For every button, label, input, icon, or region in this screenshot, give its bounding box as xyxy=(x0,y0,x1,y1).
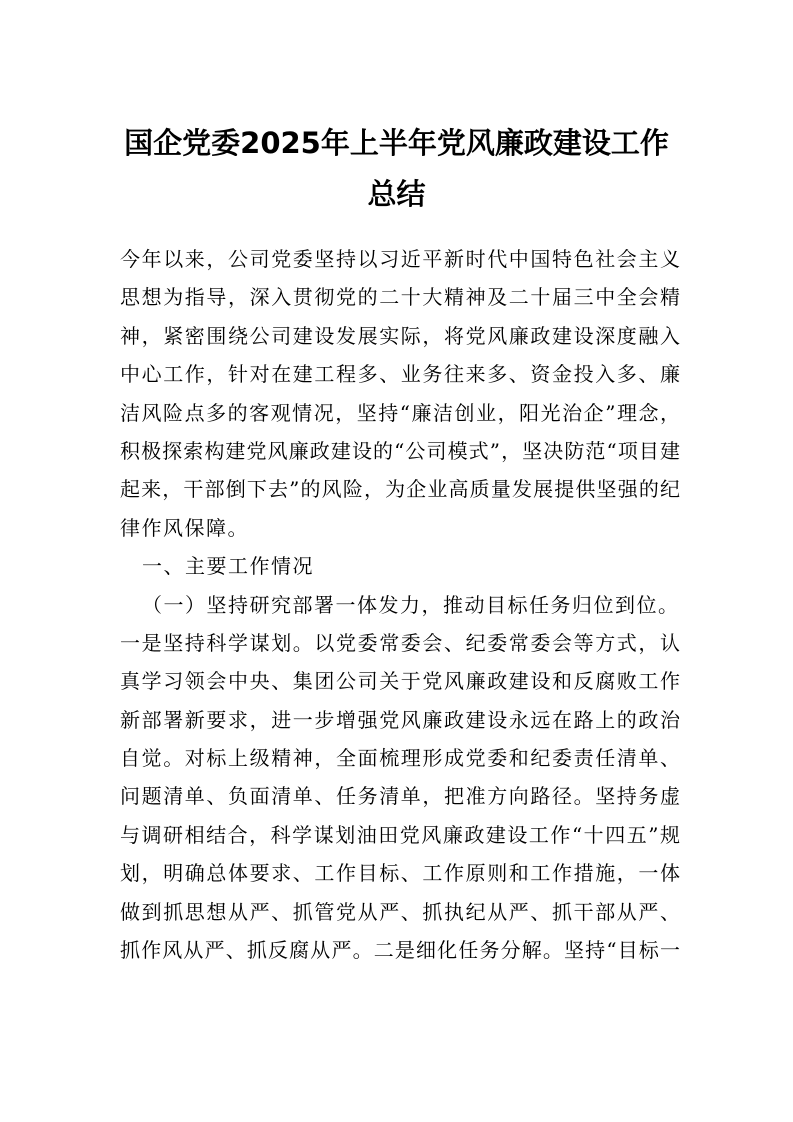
body-line: 新部署新要求，进一步增强党风廉政建设永远在路上的政治 xyxy=(120,707,680,732)
body-line: 起来，干部倒下去”的风险，为企业高质量发展提供坚强的纪 xyxy=(120,477,680,502)
body-line: 神，紧密围绕公司建设发展实际，将党风廉政建设深度融入 xyxy=(120,323,680,348)
body-line: 律作风保障。 xyxy=(120,515,249,540)
body-line: 划，明确总体要求、工作目标、工作原则和工作措施，一体 xyxy=(120,861,680,886)
body-line: 真学习领会中央、集团公司关于党风廉政建设和反腐败工作 xyxy=(120,669,680,694)
body-line: 自觉。对标上级精神，全面梳理形成党委和纪委责任清单、 xyxy=(120,746,680,771)
body-line: 中心工作，针对在建工程多、业务往来多、资金投入多、廉 xyxy=(120,362,680,387)
body-line: 洁风险点多的客观情况，坚持“廉洁创业，阳光治企”理念， xyxy=(120,400,680,425)
document-title: 国企党委2025年上半年党风廉政建设工作 xyxy=(124,126,669,160)
body-line: 抓作风从严、抓反腐从严。二是细化任务分解。坚持“目标一 xyxy=(120,938,680,963)
body-line: 问题清单、负面清单、任务清单，把准方向路径。坚持务虚 xyxy=(120,784,680,809)
subsection-heading: （一）坚持研究部署一体发力，推动目标任务归位到位。 xyxy=(142,592,680,617)
body-line: 做到抓思想从严、抓管党从严、抓执纪从严、抓干部从严、 xyxy=(120,899,680,924)
body-line: 一是坚持科学谋划。以党委常委会、纪委常委会等方式，认 xyxy=(120,630,680,655)
document-title-continued: 总结 xyxy=(367,177,426,211)
body-line: 与调研相结合，科学谋划油田党风廉政建设工作“十四五”规 xyxy=(120,822,680,847)
section-heading: 一、主要工作情况 xyxy=(142,554,314,579)
document-body xyxy=(120,240,680,969)
body-line: 积极探索构建党风廉政建设的“公司模式”，坚决防范“项目建 xyxy=(120,438,680,463)
body-line: 思想为指导，深入贯彻党的二十大精神及二十届三中全会精 xyxy=(120,285,680,310)
body-line: 今年以来，公司党委坚持以习近平新时代中国特色社会主义 xyxy=(120,247,680,271)
